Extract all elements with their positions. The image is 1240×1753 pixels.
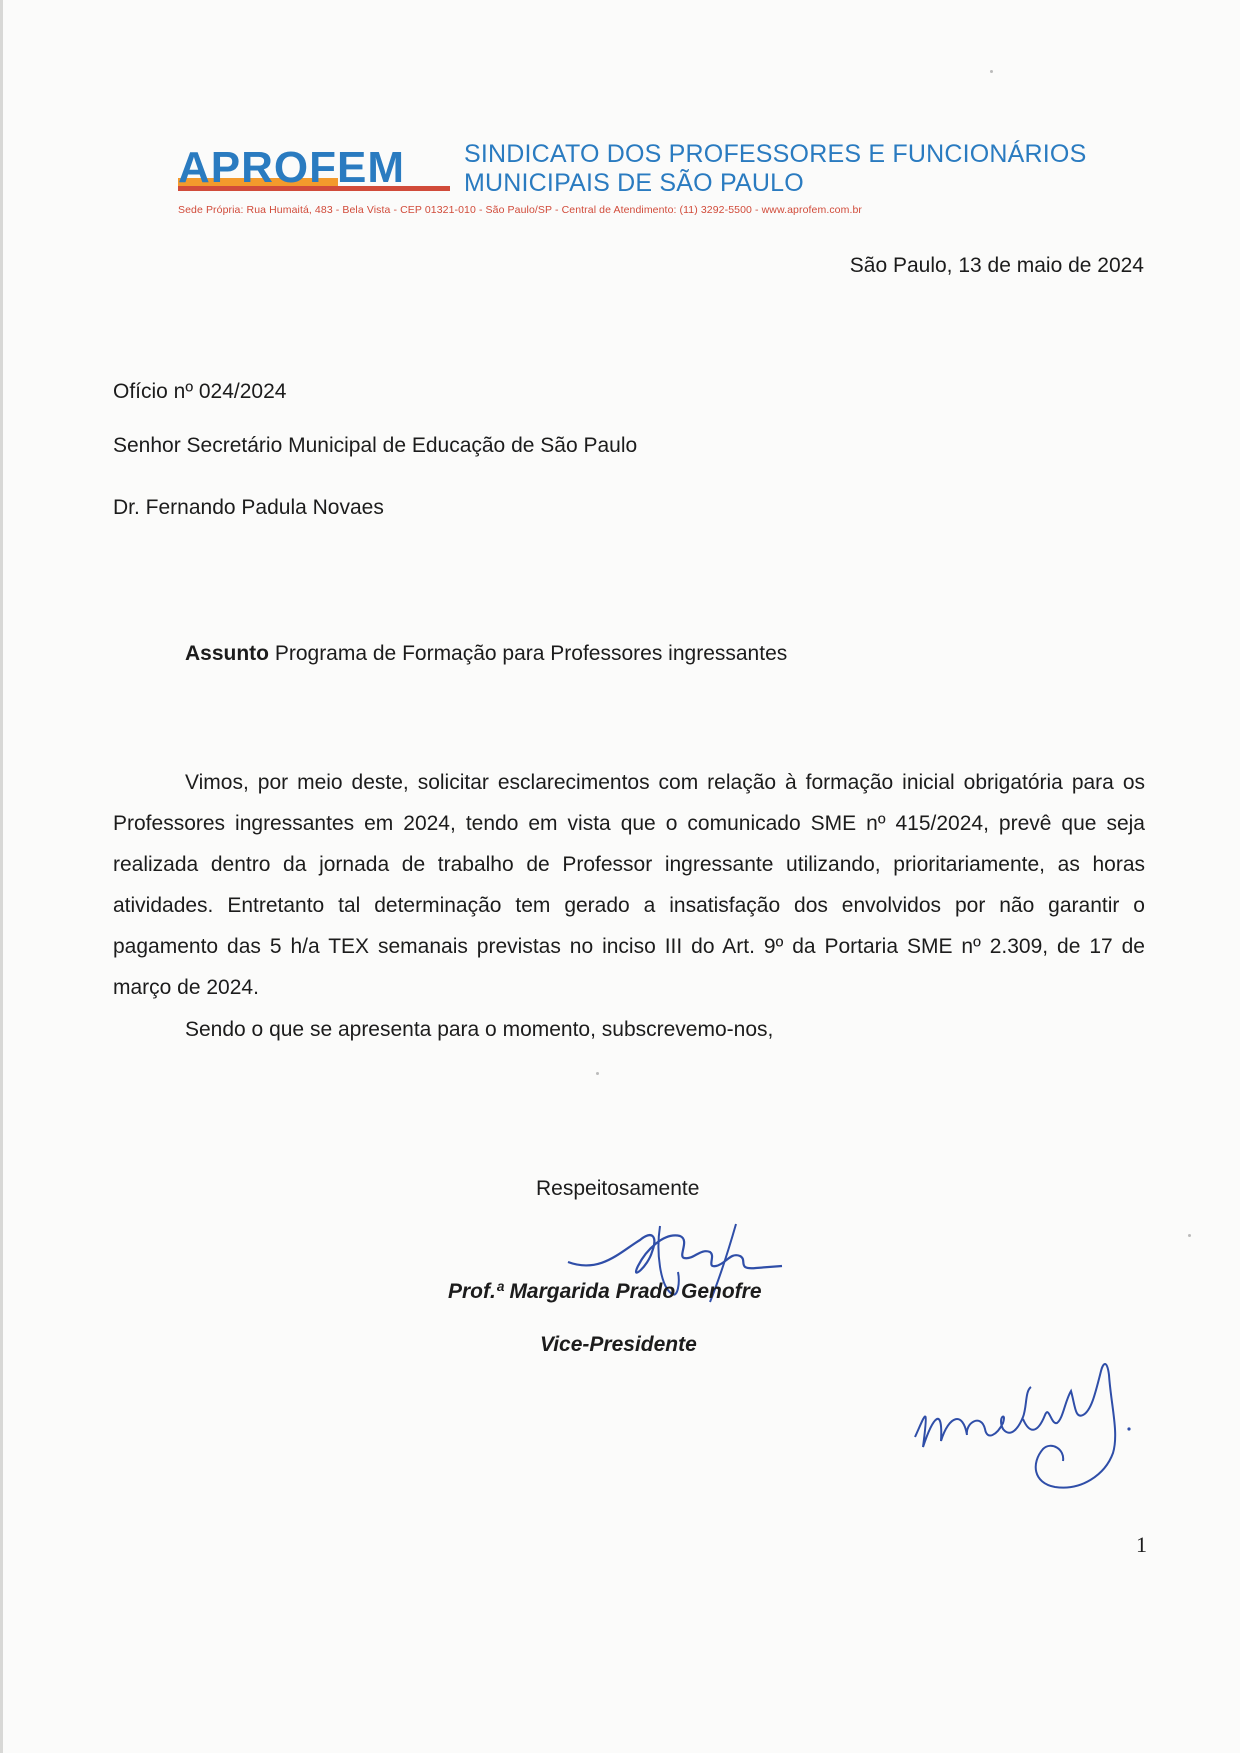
scan-speck: [1188, 1234, 1191, 1237]
logo-text: APROFEM: [178, 143, 405, 192]
subject-line: [185, 642, 787, 666]
letterhead-address: Sede Própria: Rua Humaitá, 483 - Bela Vista - CEP 01321-010 - São Paulo/SP - Central de Atendimento: (11) 3292-5500 - www.aprofem.com.br: [178, 204, 863, 216]
recipient-title: Senhor Secretário Municipal de Educação de São Paulo: [113, 434, 638, 457]
letter-body: [113, 762, 1145, 1008]
union-name: [464, 140, 1086, 198]
signer-role: Vice-Presidente: [540, 1333, 697, 1356]
signer-name: Prof.ª Margarida Prado Genofre: [448, 1280, 762, 1303]
recipient-name: Dr. Fernando Padula Novaes: [113, 496, 384, 519]
letterhead: [178, 140, 1087, 220]
union-name-line1: SINDICATO DOS PROFESSORES E FUNCIONÁRIOS: [464, 140, 1087, 168]
closing-sentence: Sendo o que se apresenta para o momento, subscrevemo-nos,: [185, 1018, 774, 1041]
union-name-line2: MUNICIPAIS DE SÃO PAULO: [464, 169, 804, 197]
handwritten-initials: [905, 1345, 1175, 1515]
body-paragraph: Vimos, por meio deste, solicitar esclarecimentos com relação à formação inicial obrigatória para os Professores ingressantes em 2024, tendo em vista que o comunicado SME nº 415/2024, prevê que seja realizada dentro da jornada de trabalho de Professor ingressante utilizando, prioritariamente, as horas atividades. Entretanto tal determinação tem gerado a insatisfação dos envolvidos por não garantir o pagamento das 5 h/a TEX semanais previstas no inciso III do Art. 9º da Portaria SME nº 2.309, de 17 de março de 2024.: [113, 771, 1145, 999]
subject-label: Assunto: [185, 642, 269, 665]
subject-text: Programa de Formação para Professores ingressantes: [269, 642, 788, 665]
reference-number: Ofício nº 024/2024: [113, 380, 287, 403]
scan-speck: [596, 1072, 599, 1075]
page-number: 1: [1136, 1532, 1147, 1557]
aprofem-logo: [178, 142, 458, 198]
scan-speck: [990, 70, 993, 73]
salutation: Respeitosamente: [536, 1177, 700, 1200]
letter-date: São Paulo, 13 de maio de 2024: [849, 254, 1144, 277]
handwritten-signature: [560, 1222, 790, 1332]
